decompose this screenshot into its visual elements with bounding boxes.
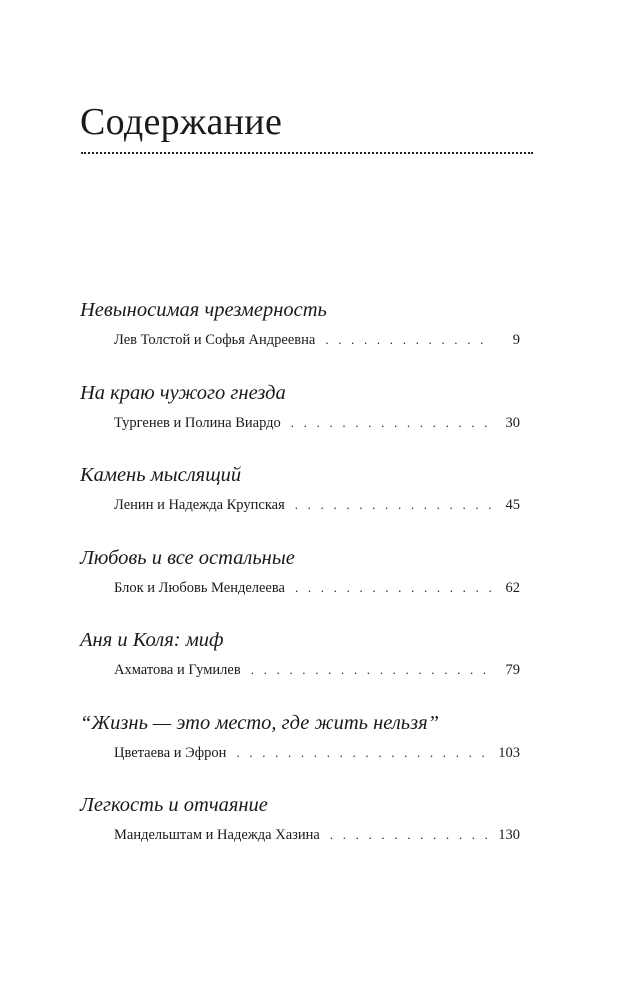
chapter-subline [114, 495, 520, 515]
dot-leader [295, 495, 492, 515]
chapter-title: Аня и Коля: миф [80, 629, 224, 651]
chapter-subtitle: Лев Толстой и Софья Андреевна [114, 332, 316, 348]
title-dotted-rule [81, 152, 533, 154]
dot-leader [330, 825, 488, 845]
chapter-subline [114, 413, 520, 433]
chapter-subtitle: Блок и Любовь Менделеева [114, 579, 285, 596]
chapter-title: Невыносимая чрезмерность [80, 299, 327, 321]
dot-leader [295, 578, 492, 598]
page-number: 9 [512, 332, 520, 348]
chapter-subtitle: Ленин и Надежда Крупская [114, 497, 285, 513]
chapter-subline [114, 825, 520, 845]
chapter-title: Камень мыслящий [80, 464, 242, 486]
dot-leader [236, 743, 488, 763]
toc-entry[interactable] [80, 791, 520, 874]
chapter-subtitle: Мандельштам и Надежда Хазина [114, 827, 320, 843]
dot-leader [325, 330, 492, 350]
toc-entry[interactable] [80, 544, 520, 627]
page-number: 79 [505, 662, 520, 678]
toc-entry[interactable] [80, 626, 520, 709]
chapter-subtitle: Цветаева и Эфрон [114, 744, 227, 761]
toc-entry[interactable] [80, 379, 520, 462]
page-title: Содержание [80, 101, 283, 143]
chapter-subline [114, 578, 520, 598]
chapter-title: Легкость и отчаяние [80, 794, 268, 816]
page-number: 45 [505, 497, 520, 513]
page-number: 30 [505, 414, 520, 431]
table-of-contents [80, 296, 520, 874]
chapter-subtitle: Ахматова и Гумилев [114, 662, 241, 678]
chapter-subline [114, 330, 520, 350]
toc-entry[interactable] [80, 461, 520, 544]
chapter-title: “Жизнь — это место, где жить нельзя” [80, 711, 440, 734]
dot-leader [291, 413, 492, 433]
chapter-subline [114, 660, 520, 680]
page-number: 103 [498, 744, 520, 761]
chapter-subline [114, 743, 520, 763]
dot-leader [251, 660, 492, 680]
chapter-title: Любовь и все остальные [80, 546, 295, 569]
chapter-title: На краю чужого гнезда [80, 381, 286, 404]
chapter-subtitle: Тургенев и Полина Виардо [114, 414, 281, 431]
page-number: 130 [498, 827, 520, 843]
toc-entry[interactable] [80, 296, 520, 379]
page-number: 62 [505, 579, 520, 596]
toc-entry[interactable] [80, 709, 520, 792]
